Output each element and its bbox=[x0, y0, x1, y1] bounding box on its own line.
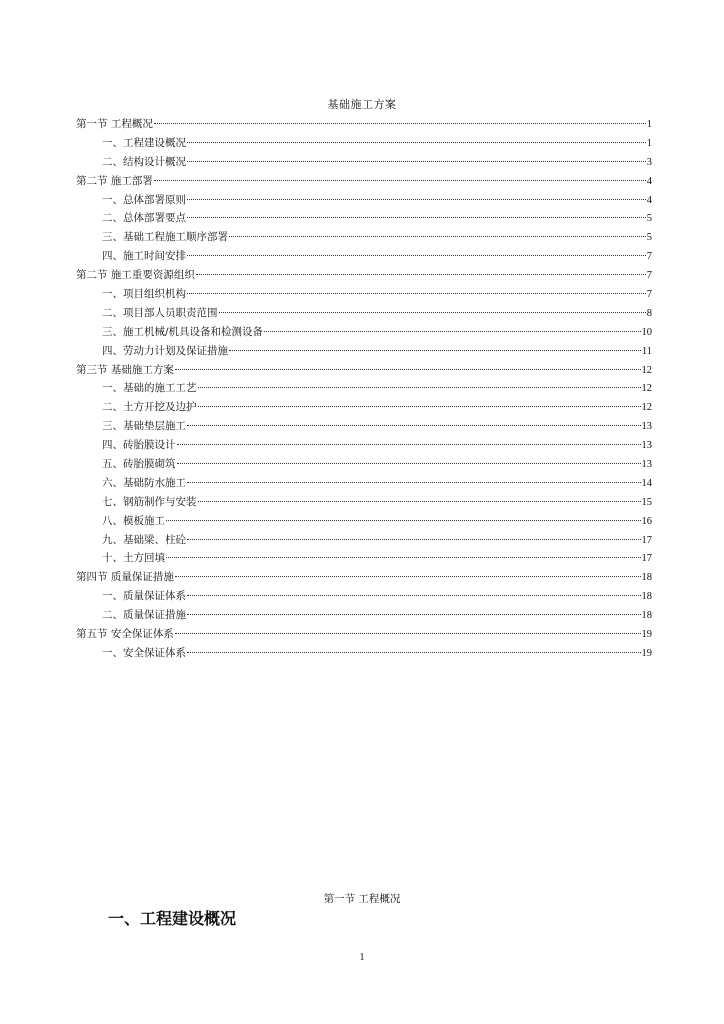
toc-dot-leader bbox=[187, 199, 646, 200]
toc-dot-leader bbox=[198, 406, 641, 407]
toc-entry-page: 18 bbox=[641, 610, 652, 622]
toc-entry-label: 二、土方开挖及边护 bbox=[102, 401, 197, 414]
toc-entry[interactable] bbox=[76, 587, 652, 606]
toc-entry-page: 11 bbox=[641, 345, 652, 357]
toc-dot-leader bbox=[154, 180, 646, 181]
toc-dot-leader bbox=[187, 539, 641, 540]
toc-entry-page: 4 bbox=[646, 175, 652, 187]
document-title: 基础施工方案 bbox=[327, 98, 397, 111]
toc-dot-leader bbox=[187, 595, 641, 596]
toc-entry[interactable] bbox=[76, 228, 652, 247]
toc-entry-page: 12 bbox=[641, 383, 652, 395]
toc-entry-label: 第三节 基础施工方案 bbox=[76, 363, 174, 376]
toc-entry-page: 10 bbox=[641, 326, 652, 338]
toc-entry-page: 13 bbox=[641, 440, 652, 452]
toc-entry-label: 五、砖胎膜砌筑 bbox=[102, 458, 176, 471]
toc-entry[interactable] bbox=[76, 115, 652, 134]
toc-dot-leader bbox=[187, 142, 646, 143]
toc-entry-label: 三、基础垫层施工 bbox=[102, 420, 186, 433]
toc-dot-leader bbox=[219, 312, 646, 313]
toc-entry-page: 7 bbox=[646, 289, 652, 301]
toc-entry-label: 四、施工时间安排 bbox=[102, 250, 186, 263]
toc-entry[interactable] bbox=[76, 153, 652, 172]
toc-entry-page: 1 bbox=[646, 119, 652, 130]
toc-dot-leader bbox=[196, 274, 646, 275]
toc-entry[interactable] bbox=[76, 209, 652, 228]
toc-entry[interactable] bbox=[76, 342, 652, 361]
toc-entry-page: 5 bbox=[646, 232, 652, 244]
toc-dot-leader bbox=[187, 482, 641, 483]
toc-entry-label: 四、砖胎膜设计 bbox=[102, 439, 176, 452]
toc-entry-page: 7 bbox=[646, 251, 652, 263]
toc-entry-page: 14 bbox=[641, 477, 652, 489]
toc-entry[interactable] bbox=[76, 417, 652, 436]
toc-entry[interactable] bbox=[76, 172, 652, 191]
sub-heading: 一、工程建设概况 bbox=[108, 909, 237, 928]
toc-dot-leader bbox=[187, 425, 641, 426]
toc-dot-leader bbox=[187, 217, 646, 218]
toc-entry-label: 一、安全保证体系 bbox=[102, 646, 186, 659]
toc-entry[interactable] bbox=[76, 606, 652, 625]
toc-entry-label: 第二节 施工重要资源组织 bbox=[76, 269, 195, 282]
toc-dot-leader bbox=[175, 369, 641, 370]
toc-entry-label: 七、钢筋制作与安装 bbox=[102, 495, 197, 508]
toc-dot-leader bbox=[187, 614, 641, 615]
toc-entry-label: 三、施工机械/机具设备和检测设备 bbox=[102, 325, 264, 338]
toc-entry-page: 3 bbox=[646, 156, 652, 168]
toc-entry[interactable] bbox=[76, 568, 652, 587]
toc-entry-page: 18 bbox=[641, 591, 652, 603]
toc-dot-leader bbox=[187, 652, 641, 653]
toc-entry[interactable] bbox=[76, 304, 652, 323]
toc-dot-leader bbox=[175, 633, 641, 634]
toc-entry[interactable] bbox=[76, 455, 652, 474]
toc-entry-label: 二、结构设计概况 bbox=[102, 155, 186, 168]
toc-entry[interactable] bbox=[76, 474, 652, 493]
toc-dot-leader bbox=[229, 350, 641, 351]
toc-dot-leader bbox=[187, 161, 646, 162]
toc-entry[interactable] bbox=[76, 247, 652, 266]
toc-entry-page: 18 bbox=[641, 572, 652, 584]
toc-entry-label: 二、总体部署要点 bbox=[102, 212, 186, 225]
page-number: 1 bbox=[359, 952, 365, 963]
toc-entry-label: 八、模板施工 bbox=[102, 514, 165, 527]
toc-entry-page: 19 bbox=[641, 629, 652, 641]
toc-entry[interactable] bbox=[76, 644, 652, 663]
toc-entry[interactable] bbox=[76, 531, 652, 550]
toc-dot-leader bbox=[177, 463, 641, 464]
toc-dot-leader bbox=[264, 331, 640, 332]
toc-entry[interactable] bbox=[76, 398, 652, 417]
toc-entry-page: 5 bbox=[646, 213, 652, 225]
toc-entry[interactable] bbox=[76, 285, 652, 304]
toc-dot-leader bbox=[187, 255, 646, 256]
toc-entry[interactable] bbox=[76, 191, 652, 210]
toc-entry-page: 19 bbox=[641, 647, 652, 659]
toc-dot-leader bbox=[198, 501, 641, 502]
toc-entry-label: 一、基础的施工工艺 bbox=[102, 382, 197, 395]
toc-entry-label: 第四节 质量保证措施 bbox=[76, 571, 174, 584]
toc-entry-page: 7 bbox=[646, 270, 652, 282]
toc-dot-leader bbox=[166, 520, 641, 521]
toc-dot-leader bbox=[187, 293, 646, 294]
toc-entry-page: 13 bbox=[641, 421, 652, 433]
toc-entry-page: 17 bbox=[641, 553, 652, 565]
toc-entry-page: 12 bbox=[641, 364, 652, 376]
toc-dot-leader bbox=[198, 387, 641, 388]
toc-entry-label: 三、基础工程施工顺序部署 bbox=[102, 231, 228, 244]
toc-entry-page: 1 bbox=[646, 137, 652, 149]
toc-dot-leader bbox=[166, 557, 641, 558]
toc-entry[interactable] bbox=[76, 625, 652, 644]
section-heading: 第一节 工程概况 bbox=[323, 893, 401, 905]
toc-entry-label: 一、总体部署原则 bbox=[102, 193, 186, 206]
toc-entry-page: 4 bbox=[646, 194, 652, 206]
toc-dot-leader bbox=[229, 236, 646, 237]
toc-dot-leader bbox=[154, 123, 646, 124]
toc-entry-label: 第二节 施工部署 bbox=[76, 174, 153, 187]
toc-entry[interactable] bbox=[76, 134, 652, 153]
toc-entry[interactable] bbox=[76, 549, 652, 568]
toc-dot-leader bbox=[177, 444, 641, 445]
toc-entry[interactable] bbox=[76, 323, 652, 342]
toc-dot-leader bbox=[175, 576, 641, 577]
toc-entry-label: 一、项目组织机构 bbox=[102, 288, 186, 301]
toc-entry-page: 17 bbox=[641, 534, 652, 546]
table-of-contents bbox=[76, 115, 652, 663]
toc-entry-label: 一、质量保证体系 bbox=[102, 590, 186, 603]
toc-entry-page: 15 bbox=[641, 496, 652, 508]
toc-entry-page: 8 bbox=[646, 307, 652, 319]
toc-entry-label: 二、项目部人员职责范围 bbox=[102, 306, 218, 319]
toc-entry[interactable] bbox=[76, 361, 652, 380]
toc-entry-label: 六、基础防水施工 bbox=[102, 476, 186, 489]
toc-entry[interactable] bbox=[76, 266, 652, 285]
toc-entry-label: 第一节 工程概况 bbox=[76, 118, 153, 130]
toc-entry[interactable] bbox=[76, 493, 652, 512]
toc-entry-page: 13 bbox=[641, 459, 652, 471]
toc-entry-label: 一、工程建设概况 bbox=[102, 136, 186, 149]
toc-entry-label: 二、质量保证措施 bbox=[102, 609, 186, 622]
toc-entry-label: 十、土方回填 bbox=[102, 552, 165, 565]
toc-entry[interactable] bbox=[76, 512, 652, 531]
toc-entry-label: 第五节 安全保证体系 bbox=[76, 628, 174, 641]
toc-entry-label: 四、劳动力计划及保证措施 bbox=[102, 344, 228, 357]
toc-entry[interactable] bbox=[76, 379, 652, 398]
toc-entry-page: 16 bbox=[641, 515, 652, 527]
toc-entry-label: 九、基础梁、柱砼 bbox=[102, 533, 186, 546]
toc-entry-page: 12 bbox=[641, 402, 652, 414]
toc-entry[interactable] bbox=[76, 436, 652, 455]
